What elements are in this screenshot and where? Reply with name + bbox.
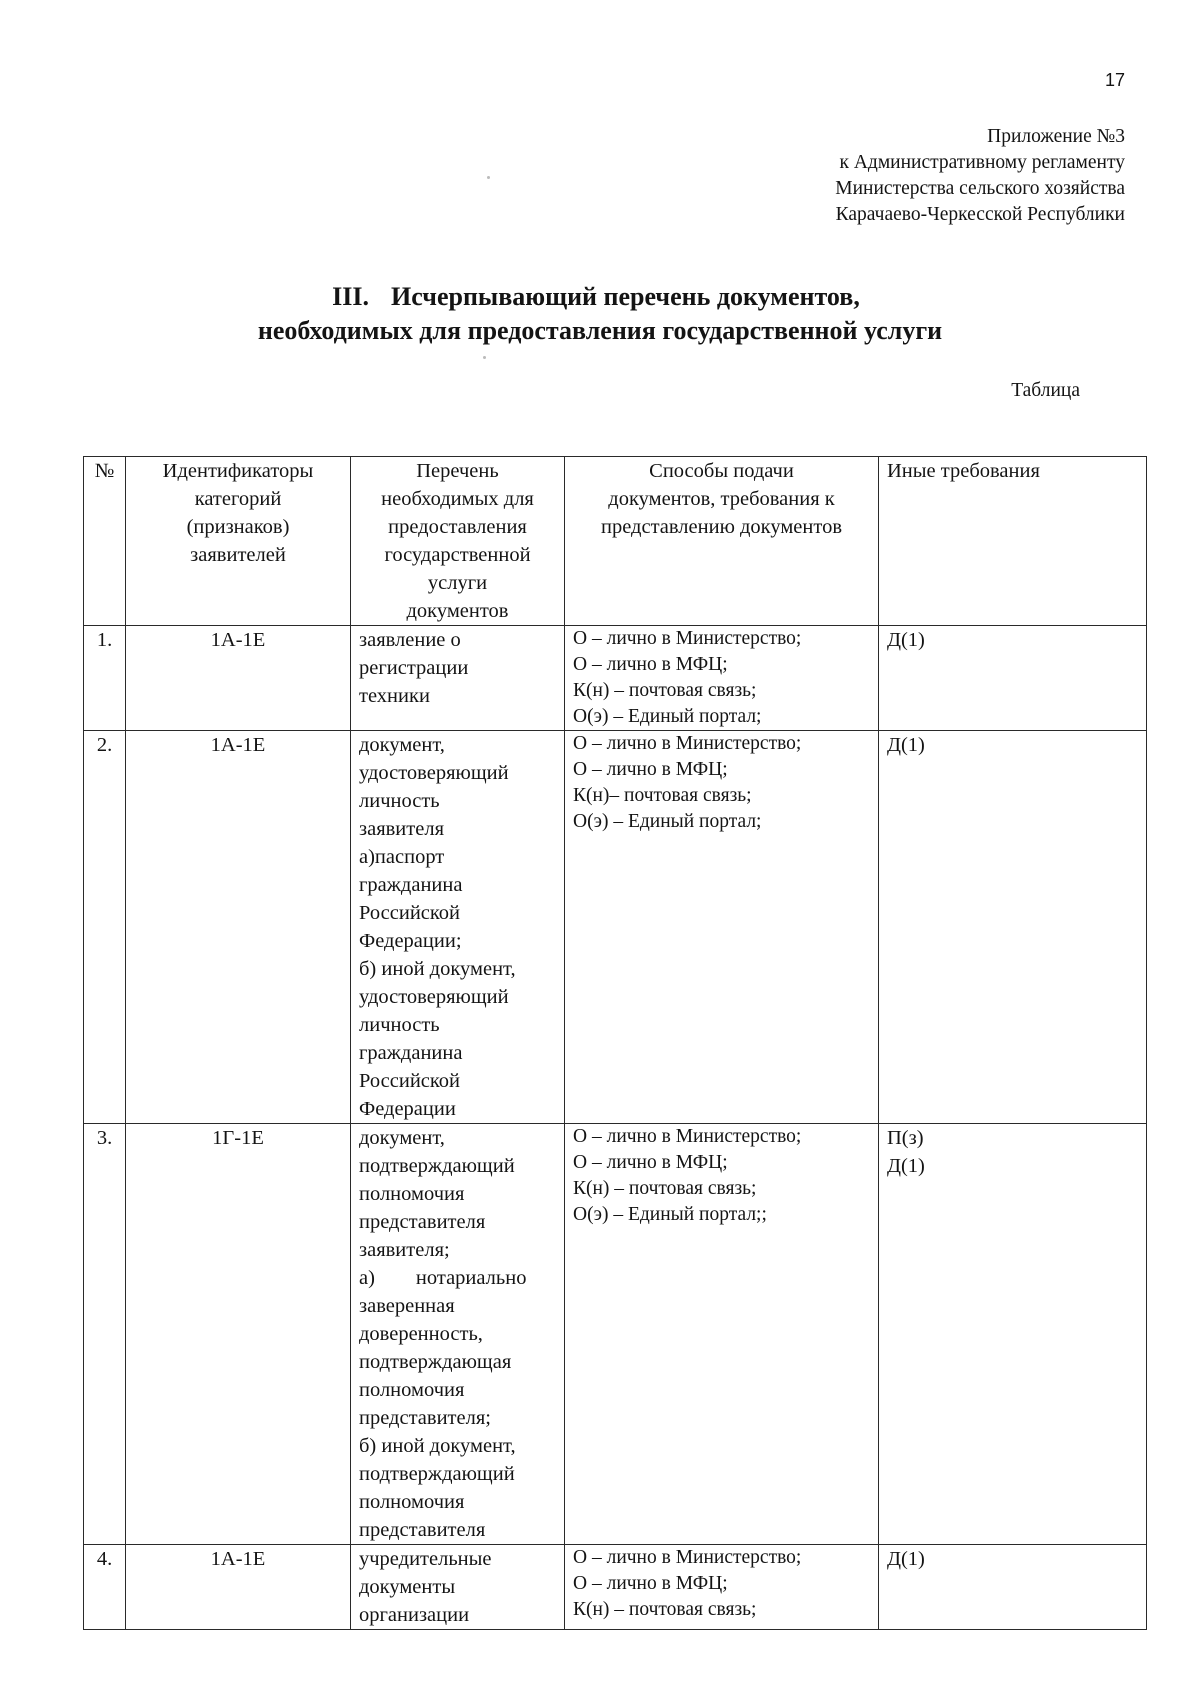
scan-speck (487, 176, 490, 179)
header-submission-methods: Способы подачи документов, требования к представлению документов (565, 457, 879, 626)
row-submission-methods: О – лично в Министерство; О – лично в МФЦ; К(н)– почтовая связь; О(э) – Единый портал; (565, 731, 879, 1124)
row-number: 1. (84, 626, 126, 731)
row-documents: учредительные документы организации (351, 1545, 565, 1630)
table-caption: Таблица (1011, 380, 1080, 401)
section-title-text: Исчерпывающий перечень документов, (391, 282, 860, 311)
row-identifier: 1Г-1Е (126, 1124, 351, 1545)
appendix-line: Карачаево-Черкесской Республики (835, 204, 1125, 225)
section-title-line1 (0, 280, 1200, 314)
row-identifier: 1А-1Е (126, 626, 351, 731)
section-title (0, 280, 1200, 348)
table-row (84, 1124, 1147, 1545)
row-documents: документ, удостоверяющий личность заявителя а)паспорт гражданина Российской Федерации; б) иной документ, удостоверяющий личность гражданина Российской Федерации (351, 731, 565, 1124)
row-submission-methods: О – лично в Министерство; О – лично в МФЦ; К(н) – почтовая связь; О(э) – Единый портал;; (565, 1124, 879, 1545)
appendix-line: Приложение №3 (987, 126, 1125, 147)
row-other-requirements: Д(1) (879, 731, 1147, 1124)
table-header-row (84, 457, 1147, 626)
appendix-note (835, 124, 1125, 228)
row-number: 3. (84, 1124, 126, 1545)
row-other-requirements: Д(1) (879, 626, 1147, 731)
documents-table (83, 456, 1147, 1630)
appendix-line: Министерства сельского хозяйства (835, 178, 1125, 199)
row-submission-methods: О – лично в Министерство; О – лично в МФЦ; К(н) – почтовая связь; (565, 1545, 879, 1630)
page-number: 17 (1104, 70, 1125, 90)
table-row (84, 1545, 1147, 1630)
row-other-requirements: П(з) Д(1) (879, 1124, 1147, 1545)
header-identifiers: Идентификаторы категорий (признаков) заявителей (126, 457, 351, 626)
row-documents: документ, подтверждающий полномочия представителя заявителя; а) нотариально заверенная доверенность, подтверждающая полномочия представителя; б) иной документ, подтверждающий полномочия представителя (351, 1124, 565, 1545)
appendix-line: к Административному регламенту (839, 152, 1125, 173)
row-other-requirements: Д(1) (879, 1545, 1147, 1630)
row-number: 4. (84, 1545, 126, 1630)
row-number: 2. (84, 731, 126, 1124)
row-documents: заявление о регистрации техники (351, 626, 565, 731)
section-title-line2: необходимых для предоставления государственной услуги (257, 316, 943, 345)
row-identifier: 1А-1Е (126, 731, 351, 1124)
header-documents: Перечень необходимых для предоставления государственной услуги документов (351, 457, 565, 626)
header-num: № (84, 457, 126, 626)
table-row (84, 626, 1147, 731)
row-submission-methods: О – лично в Министерство; О – лично в МФЦ; К(н) – почтовая связь; О(э) – Единый портал; (565, 626, 879, 731)
scan-speck (483, 356, 486, 359)
header-other-requirements: Иные требования (879, 457, 1147, 626)
table-row (84, 731, 1147, 1124)
section-number: III. (332, 282, 370, 311)
row-identifier: 1А-1Е (126, 1545, 351, 1630)
